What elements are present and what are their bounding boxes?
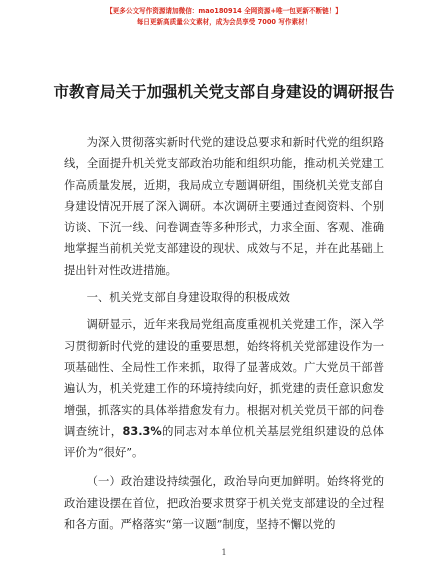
survey-paragraph xyxy=(64,314,384,463)
page-number: 1 xyxy=(221,548,227,557)
survey-text-after: 的同志对本单位机关基层党组织建设的总体评价为“很好”。 xyxy=(64,424,384,460)
survey-percentage: 83.3% xyxy=(122,424,162,438)
intro-paragraph: 为深入贯彻落实新时代党的建设总要求和新时代党的组织路线，全面提升机关党支部政治功能和组织功能，推动机关党建工作高质量发展，近期，我局成立专题调研组，围绕机关党支部自身建设情况开展了深入调研。本次调研主要通过查阅资料、个别访谈、下沉一线、问卷调查等多种形式，力求全面、客观、准确地掌握当前机关党支部建设的现状、成效与不足，并在此基础上提出针对性改进措施。 xyxy=(64,136,384,277)
document-title: 市教育局关于加强机关党支部自身建设的调研报告 xyxy=(53,83,395,101)
subsection-paragraph: （一）政治建设持续强化，政治导向更加鲜明。始终将党的政治建设摆在首位，把政治要求贯穿于机关党支部建设的全过程和各方面。严格落实“第一议题”制度，坚持不懈以党的 xyxy=(64,475,384,532)
promo-banner xyxy=(0,7,448,27)
section-heading: 一、机关党支部自身建设取得的积极成效 xyxy=(86,291,290,305)
promo-banner-line-1: 【更多公文写作资源请加微信：mao180914 全网资源+唯一包更新不断链！】 xyxy=(106,7,342,15)
survey-text-before: 调研显示，近年来我局党组高度重视机关党建工作，深入学习贯彻新时代党的建设的重要思想，始终将机关党部建设作为一项基础性、全局性工作来抓，取得了显著成效。广大党员干部普遍认为，机关党建工作的环境持续向好，抓党建的责任意识愈发增强，抓落实的具体举措愈发有力。根据对机关党员干部的问卷调查统计， xyxy=(64,318,384,438)
promo-banner-line-2: 每日更新高质量公文素材，成为会员享受 7000 写作素材！ xyxy=(136,18,312,26)
document-body xyxy=(64,132,384,535)
